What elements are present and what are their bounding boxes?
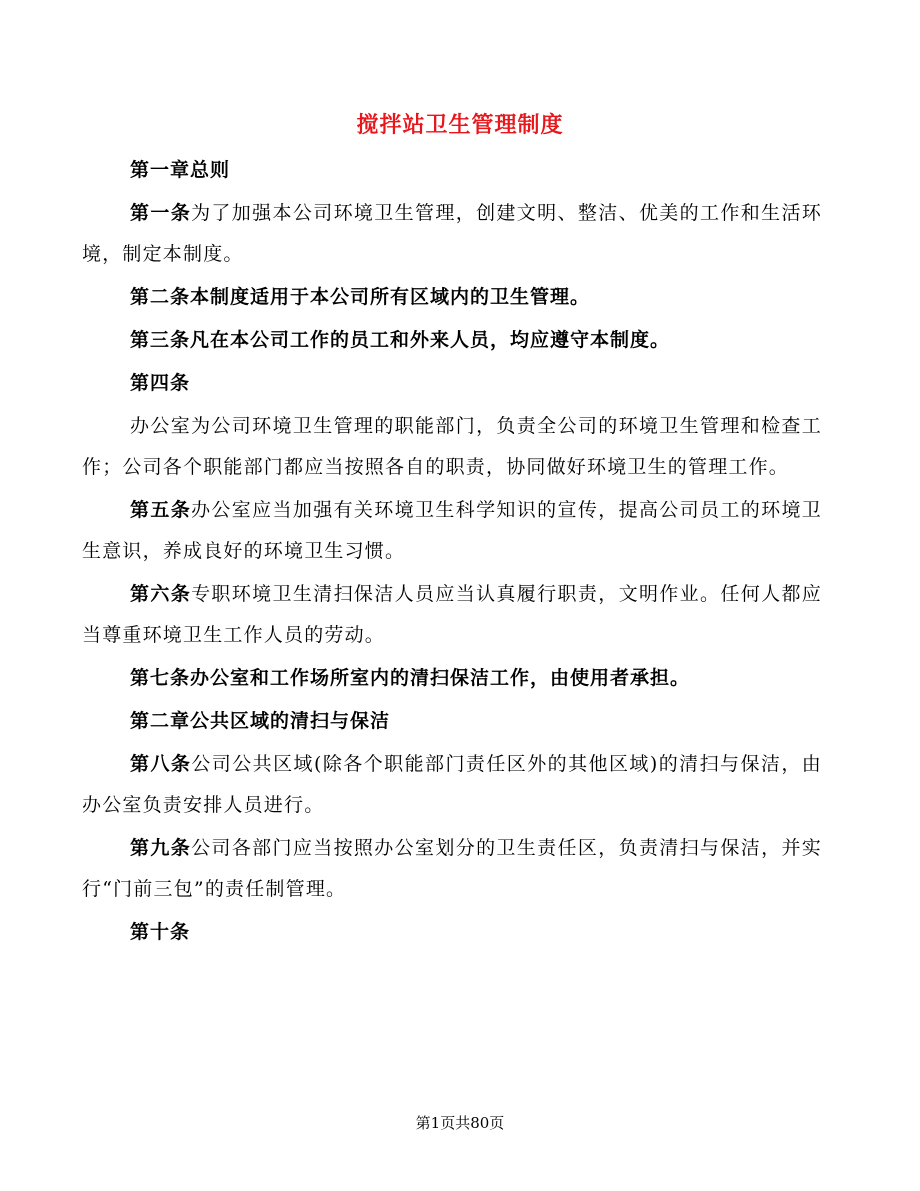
page-number: 第1页共80页 (415, 1114, 505, 1132)
article-9-lead: 第九条 (130, 837, 192, 859)
article-2: 第二条本制度适用于本公司所有区域内的卫生管理。 (130, 286, 591, 308)
article-9-text: 公司各部门应当按照办公室划分的卫生责任区，负责清扫与保洁，并实行“门前三包”的责任制管理。 (82, 837, 822, 900)
article-5-lead: 第五条 (130, 499, 192, 521)
article-5 (82, 490, 822, 572)
article-9 (82, 828, 822, 910)
article-1 (82, 193, 822, 275)
article-6-text: 专职环境卫生清扫保洁人员应当认真履行职责，文明作业。任何人都应当尊重环境卫生工作人员的劳动。 (82, 583, 822, 646)
article-4-heading: 第四条 (130, 372, 191, 394)
article-5-text: 办公室应当加强有关环境卫生科学知识的宣传，提高公司员工的环境卫生意识，养成良好的环境卫生习惯。 (82, 499, 822, 562)
article-1-lead: 第一条 (130, 202, 192, 224)
article-3: 第三条凡在本公司工作的员工和外来人员，均应遵守本制度。 (130, 329, 671, 351)
chapter-1-heading: 第一章总则 (130, 159, 231, 181)
article-7: 第七条办公室和工作场所室内的清扫保洁工作，由使用者承担。 (130, 667, 691, 689)
article-1-text: 为了加强本公司环境卫生管理，创建文明、整洁、优美的工作和生活环境，制定本制度。 (82, 202, 822, 265)
article-6 (82, 574, 822, 656)
article-4-body: 办公室为公司环境卫生管理的职能部门，负责全公司的环境卫生管理和检查工作；公司各个职能部门都应当按照各自的职责，协同做好环境卫生的管理工作。 (82, 415, 822, 478)
article-8-text: 公司公共区域(除各个职能部门责任区外的其他区域)的清扫与保洁，由办公室负责安排人员进行。 (82, 753, 822, 816)
article-10-heading: 第十条 (130, 921, 191, 943)
article-6-lead: 第六条 (130, 583, 192, 605)
document-body (82, 150, 822, 953)
document-title: 搅拌站卫生管理制度 (356, 113, 564, 138)
article-8-lead: 第八条 (130, 753, 192, 775)
chapter-2-heading: 第二章公共区域的清扫与保洁 (130, 710, 391, 732)
article-8 (82, 744, 822, 826)
